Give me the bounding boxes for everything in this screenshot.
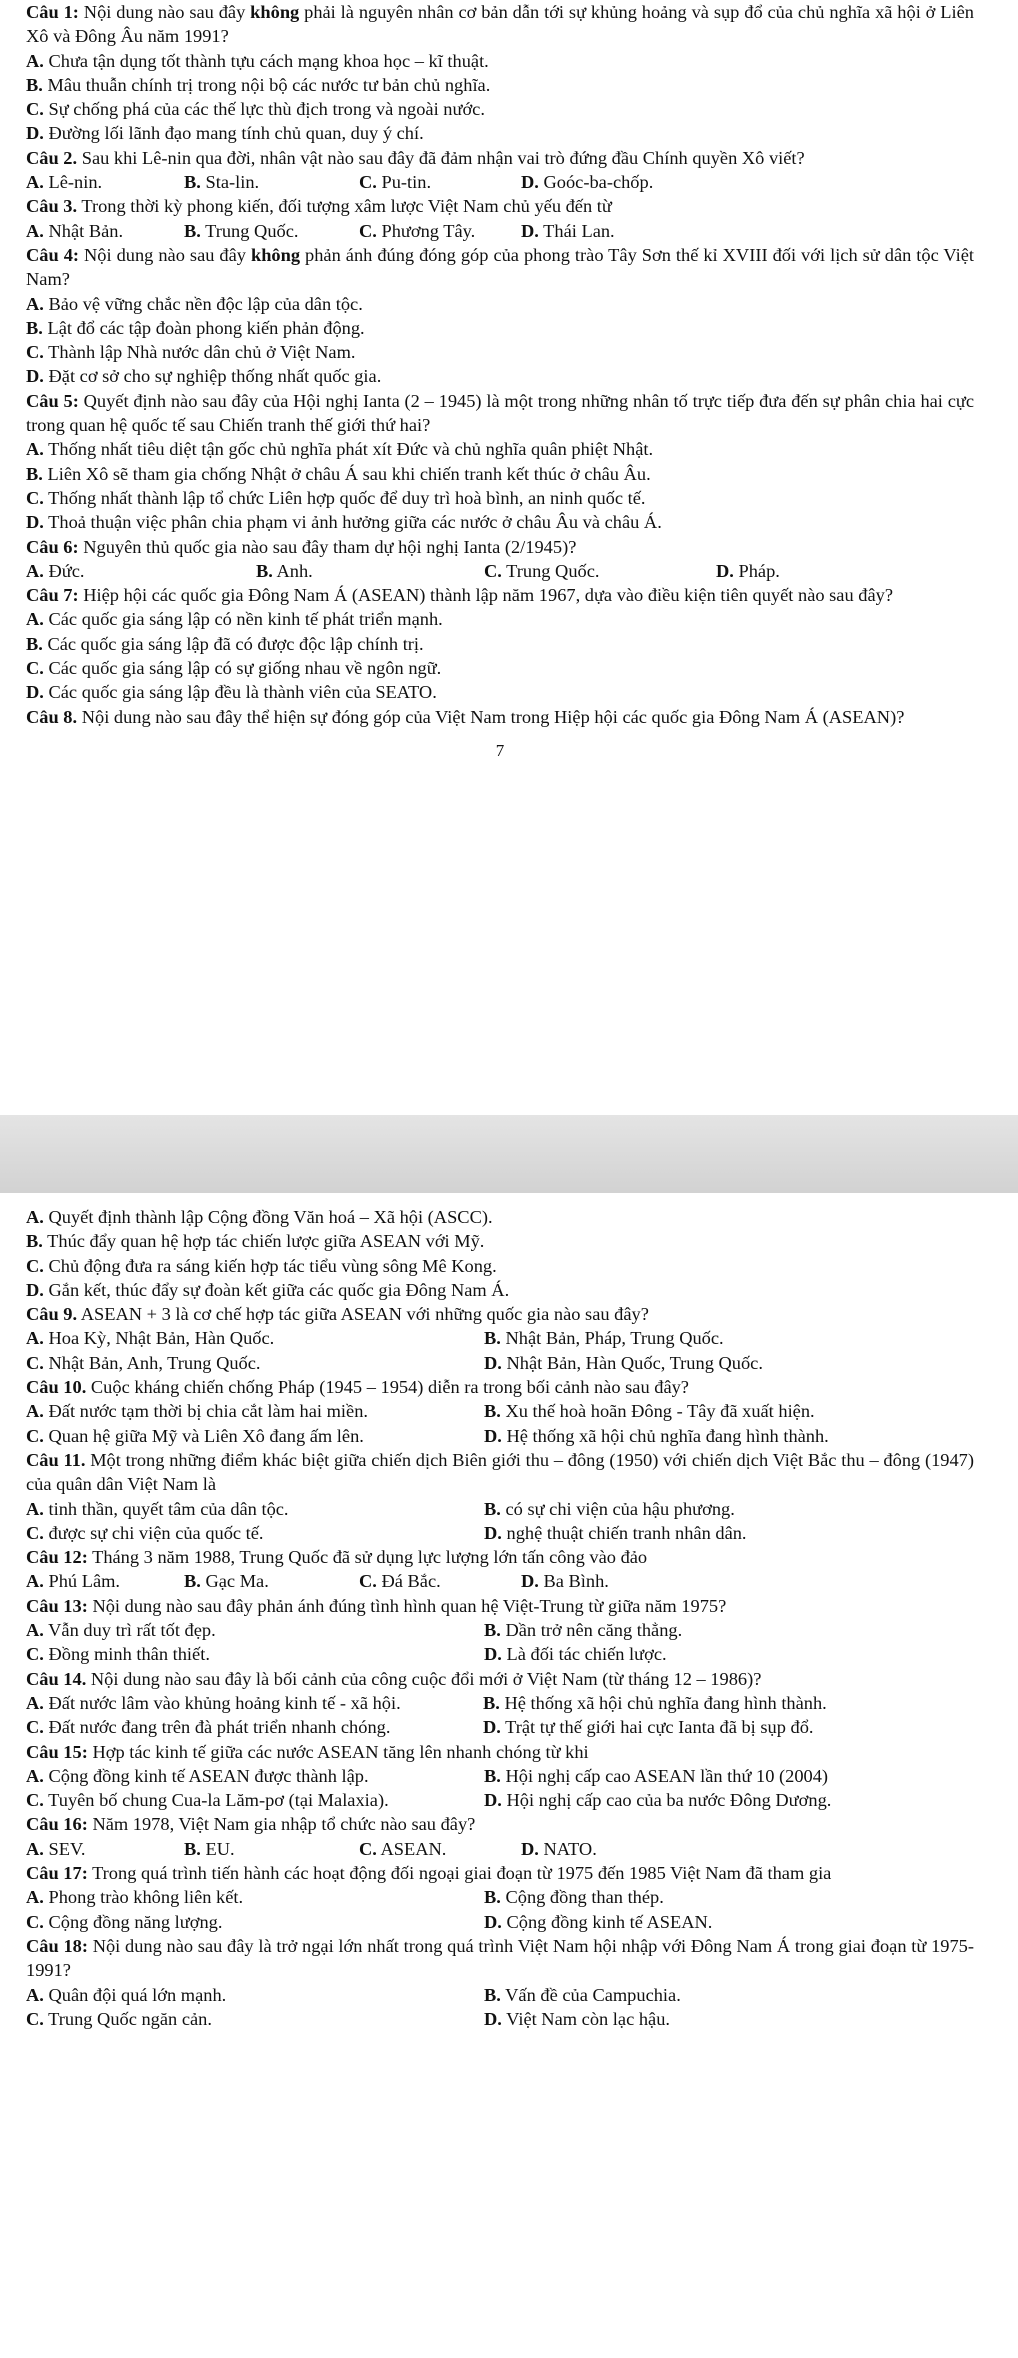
q11-option-b: B. có sự chi viện của hậu phương. xyxy=(484,1498,735,1519)
q10-option-c: C. Quan hệ giữa Mỹ và Liên Xô đang ấm lên. xyxy=(26,1425,364,1446)
page-2-content xyxy=(26,1205,974,2031)
question-11: Câu 11. Một trong những điểm khác biệt giữa chiến dịch Biên giới thu – đông (1950) với chiến dịch Việt Bắc thu – đông (1947) của quân dân Việt Nam là xyxy=(26,1449,974,1495)
q15-options-row-1 xyxy=(26,1764,974,1788)
q16-option-d: D. NATO. xyxy=(521,1838,597,1859)
q17-options-row-2 xyxy=(26,1910,974,1934)
question-13: Câu 13: Nội dung nào sau đây phản ánh đúng tình hình quan hệ Việt-Trung từ giữa năm 1975? xyxy=(26,1595,727,1616)
q16-options xyxy=(26,1837,974,1861)
q6-option-c: C. Trung Quốc. xyxy=(484,560,600,581)
q11-option-c: C. được sự chi viện của quốc tế. xyxy=(26,1522,264,1543)
q13-option-a: A. Vẫn duy trì rất tốt đẹp. xyxy=(26,1620,216,1641)
page-separator xyxy=(0,1115,1018,1193)
question-7: Câu 7: Hiệp hội các quốc gia Đông Nam Á (ASEAN) thành lập năm 1967, dựa vào điều kiện tiên quyết nào sau đây? xyxy=(26,585,893,606)
q15-option-d: D. Hội nghị cấp cao của ba nước Đông Dương. xyxy=(484,1790,832,1811)
q18-options-row-2 xyxy=(26,2007,974,2031)
q9-options-row-2 xyxy=(26,1351,974,1375)
q18-options-row-1 xyxy=(26,1983,974,2007)
q10-option-b: B. Xu thế hoà hoãn Đông - Tây đã xuất hiện. xyxy=(484,1401,815,1422)
q14-option-a: A. Đất nước lâm vào khủng hoảng kinh tế - xã hội. xyxy=(26,1692,401,1713)
question-17: Câu 17: Trong quá trình tiến hành các hoạt động đối ngoại giai đoạn từ 1975 đến 1985 Việt Nam đã tham gia xyxy=(26,1863,832,1884)
q14-option-d: D. Trật tự thế giới hai cực Ianta đã bị sụp đổ. xyxy=(483,1717,814,1738)
q3-option-d: D. Thái Lan. xyxy=(521,220,615,241)
q17-option-d: D. Cộng đồng kinh tế ASEAN. xyxy=(484,1911,713,1932)
q12-option-a: A. Phú Lâm. xyxy=(26,1571,121,1592)
q15-options-row-2 xyxy=(26,1788,974,1812)
q14-options-row-2 xyxy=(26,1715,974,1739)
q15-option-c: C. Tuyên bố chung Cua-la Lăm-pơ (tại Malaxia). xyxy=(26,1790,389,1811)
q5-option-b: B. Liên Xô sẽ tham gia chống Nhật ở châu Á sau khi chiến tranh kết thúc ở châu Âu. xyxy=(26,463,651,484)
q5-option-c: C. Thống nhất thành lập tổ chức Liên hợp quốc để duy trì hoà bình, an ninh quốc tế. xyxy=(26,487,646,508)
q1-option-d: D. Đường lối lãnh đạo mang tính chủ quan, duy ý chí. xyxy=(26,123,424,144)
q14-options-row-1 xyxy=(26,1691,974,1715)
question-4: Câu 4: Nội dung nào sau đây không phản ánh đúng đóng góp của phong trào Tây Sơn thế kỉ XVIII đối với lịch sử dân tộc Việt Nam? xyxy=(26,244,974,290)
q17-option-a: A. Phong trào không liên kết. xyxy=(26,1887,244,1908)
q13-options-row-1 xyxy=(26,1618,974,1642)
q11-options-row-1 xyxy=(26,1497,974,1521)
q4-option-a: A. Bảo vệ vững chắc nền độc lập của dân tộc. xyxy=(26,293,363,314)
question-1: Câu 1: Nội dung nào sau đây không phải là nguyên nhân cơ bản dẫn tới sự khủng hoảng và sụp đổ của chủ nghĩa xã hội ở Liên Xô và Đông Âu năm 1991? xyxy=(26,2,974,47)
q12-option-d: D. Ba Bình. xyxy=(521,1571,609,1592)
question-5: Câu 5: Quyết định nào sau đây của Hội nghị Ianta (2 – 1945) là một trong những nhân tố trực tiếp đưa đến sự phân chia hai cực trong quan hệ quốc tế sau Chiến tranh thế giới thứ hai? xyxy=(26,390,974,436)
q1-option-b: B. Mâu thuẫn chính trị trong nội bộ các nước tư bản chủ nghĩa. xyxy=(26,74,491,95)
question-14: Câu 14. Nội dung nào sau đây là bối cảnh của công cuộc đổi mới ở Việt Nam (từ tháng 12 – 1986)? xyxy=(26,1668,762,1689)
q9-option-a: A. Hoa Kỳ, Nhật Bản, Hàn Quốc. xyxy=(26,1328,275,1349)
question-15: Câu 15: Hợp tác kinh tế giữa các nước ASEAN tăng lên nhanh chóng từ khi xyxy=(26,1741,589,1762)
q8-option-c: C. Chủ động đưa ra sáng kiến hợp tác tiểu vùng sông Mê Kong. xyxy=(26,1255,497,1276)
q18-option-c: C. Trung Quốc ngăn cản. xyxy=(26,2008,212,2029)
question-3: Câu 3. Trong thời kỳ phong kiến, đối tượng xâm lược Việt Nam chủ yếu đến từ xyxy=(26,196,612,217)
q8-option-d: D. Gắn kết, thúc đẩy sự đoàn kết giữa các quốc gia Đông Nam Á. xyxy=(26,1279,510,1300)
q6-option-b: B. Anh. xyxy=(256,560,313,581)
q11-option-a: A. tinh thần, quyết tâm của dân tộc. xyxy=(26,1498,289,1519)
q5-option-a: A. Thống nhất tiêu diệt tận gốc chủ nghĩa phát xít Đức và chủ nghĩa quân phiệt Nhật. xyxy=(26,439,654,460)
q7-option-c: C. Các quốc gia sáng lập có sự giống nhau về ngôn ngữ. xyxy=(26,658,442,679)
q6-options xyxy=(26,559,974,583)
q9-option-b: B. Nhật Bản, Pháp, Trung Quốc. xyxy=(484,1328,724,1349)
q14-option-c: C. Đất nước đang trên đà phát triển nhanh chóng. xyxy=(26,1717,391,1738)
exam-page-1 xyxy=(0,0,1018,1115)
q13-option-c: C. Đồng minh thân thiết. xyxy=(26,1644,210,1665)
question-6: Câu 6: Nguyên thủ quốc gia nào sau đây tham dự hội nghị Ianta (2/1945)? xyxy=(26,536,577,557)
q13-options-row-2 xyxy=(26,1642,974,1666)
q2-option-d: D. Goóc-ba-chốp. xyxy=(521,172,654,193)
q9-options-row-1 xyxy=(26,1326,974,1350)
q6-option-d: D. Pháp. xyxy=(716,560,780,581)
q13-option-d: D. Là đối tác chiến lược. xyxy=(484,1644,667,1665)
q18-option-d: D. Việt Nam còn lạc hậu. xyxy=(484,2008,670,2029)
q2-options xyxy=(26,170,974,194)
q10-option-d: D. Hệ thống xã hội chủ nghĩa đang hình thành. xyxy=(484,1425,829,1446)
q11-options-row-2 xyxy=(26,1521,974,1545)
q2-option-b: B. Sta-lin. xyxy=(184,172,260,193)
q11-option-d: D. nghệ thuật chiến tranh nhân dân. xyxy=(484,1522,747,1543)
q3-option-c: C. Phương Tây. xyxy=(359,220,476,241)
q12-option-b: B. Gạc Ma. xyxy=(184,1571,269,1592)
q16-option-b: B. EU. xyxy=(184,1838,235,1859)
q4-option-d: D. Đặt cơ sở cho sự nghiệp thống nhất quốc gia. xyxy=(26,366,382,387)
q18-option-b: B. Vấn đề của Campuchia. xyxy=(484,1984,681,2005)
q7-option-b: B. Các quốc gia sáng lập đã có được độc lập chính trị. xyxy=(26,633,424,654)
q10-options-row-2 xyxy=(26,1424,974,1448)
q2-option-c: C. Pu-tin. xyxy=(359,172,432,193)
q7-option-d: D. Các quốc gia sáng lập đều là thành viên của SEATO. xyxy=(26,682,437,703)
q15-option-a: A. Cộng đồng kinh tế ASEAN được thành lập. xyxy=(26,1765,369,1786)
q9-option-d: D. Nhật Bản, Hàn Quốc, Trung Quốc. xyxy=(484,1352,763,1373)
q14-option-b: B. Hệ thống xã hội chủ nghĩa đang hình thành. xyxy=(483,1692,827,1713)
q2-option-a: A. Lê-nin. xyxy=(26,172,103,193)
q10-option-a: A. Đất nước tạm thời bị chia cắt làm hai miền. xyxy=(26,1401,368,1422)
page-1-content xyxy=(26,0,974,780)
q9-option-c: C. Nhật Bản, Anh, Trung Quốc. xyxy=(26,1352,261,1373)
page-number: 7 xyxy=(495,740,505,760)
q8-option-a: A. Quyết định thành lập Cộng đồng Văn hoá – Xã hội (ASCC). xyxy=(26,1207,493,1227)
q4-option-c: C. Thành lập Nhà nước dân chủ ở Việt Nam. xyxy=(26,342,356,363)
q3-option-b: B. Trung Quốc. xyxy=(184,220,299,241)
question-9: Câu 9. ASEAN + 3 là cơ chế hợp tác giữa ASEAN với những quốc gia nào sau đây? xyxy=(26,1304,649,1325)
q16-option-a: A. SEV. xyxy=(26,1838,86,1859)
q17-option-c: C. Cộng đồng năng lượng. xyxy=(26,1911,223,1932)
question-12: Câu 12: Tháng 3 năm 1988, Trung Quốc đã sử dụng lực lượng lớn tấn công vào đảo xyxy=(26,1547,648,1568)
q15-option-b: B. Hội nghị cấp cao ASEAN lần thứ 10 (2004) xyxy=(484,1765,829,1786)
q10-options-row-1 xyxy=(26,1399,974,1423)
q16-option-c: C. ASEAN. xyxy=(359,1838,447,1859)
question-10: Câu 10. Cuộc kháng chiến chống Pháp (1945 – 1954) diễn ra trong bối cảnh nào sau đây? xyxy=(26,1377,689,1398)
question-18: Câu 18: Nội dung nào sau đây là trở ngại lớn nhất trong quá trình Việt Nam hội nhập với Đông Nam Á trong giai đoạn từ 1975-1991? xyxy=(26,1935,974,1981)
exam-page-2 xyxy=(0,1193,1018,2358)
q12-options xyxy=(26,1569,974,1593)
q17-option-b: B. Cộng đồng than thép. xyxy=(484,1887,664,1908)
question-16: Câu 16: Năm 1978, Việt Nam gia nhập tổ chức nào sau đây? xyxy=(26,1814,476,1835)
q8-option-b: B. Thúc đẩy quan hệ hợp tác chiến lược giữa ASEAN với Mỹ. xyxy=(26,1231,485,1252)
q5-option-d: D. Thoả thuận việc phân chia phạm vi ảnh hưởng giữa các nước ở châu Âu và châu Á. xyxy=(26,512,662,533)
q1-option-a: A. Chưa tận dụng tốt thành tựu cách mạng khoa học – kĩ thuật. xyxy=(26,50,489,71)
q1-option-c: C. Sự chống phá của các thế lực thù địch trong và ngoài nước. xyxy=(26,99,485,120)
q6-option-a: A. Đức. xyxy=(26,560,85,581)
question-2: Câu 2. Sau khi Lê-nin qua đời, nhân vật nào sau đây đã đảm nhận vai trò đứng đầu Chính quyền Xô viết? xyxy=(26,147,805,168)
q12-option-c: C. Đá Bắc. xyxy=(359,1571,441,1592)
q18-option-a: A. Quân đội quá lớn mạnh. xyxy=(26,1984,227,2005)
q17-options-row-1 xyxy=(26,1885,974,1909)
q13-option-b: B. Dần trở nên căng thẳng. xyxy=(484,1620,683,1641)
q4-option-b: B. Lật đổ các tập đoàn phong kiến phản động. xyxy=(26,317,365,338)
question-8: Câu 8. Nội dung nào sau đây thể hiện sự đóng góp của Việt Nam trong Hiệp hội các quốc gia Đông Nam Á (ASEAN)? xyxy=(26,706,905,727)
q7-option-a: A. Các quốc gia sáng lập có nền kinh tế phát triển mạnh. xyxy=(26,609,443,630)
q3-option-a: A. Nhật Bản. xyxy=(26,220,124,241)
q3-options xyxy=(26,219,974,243)
